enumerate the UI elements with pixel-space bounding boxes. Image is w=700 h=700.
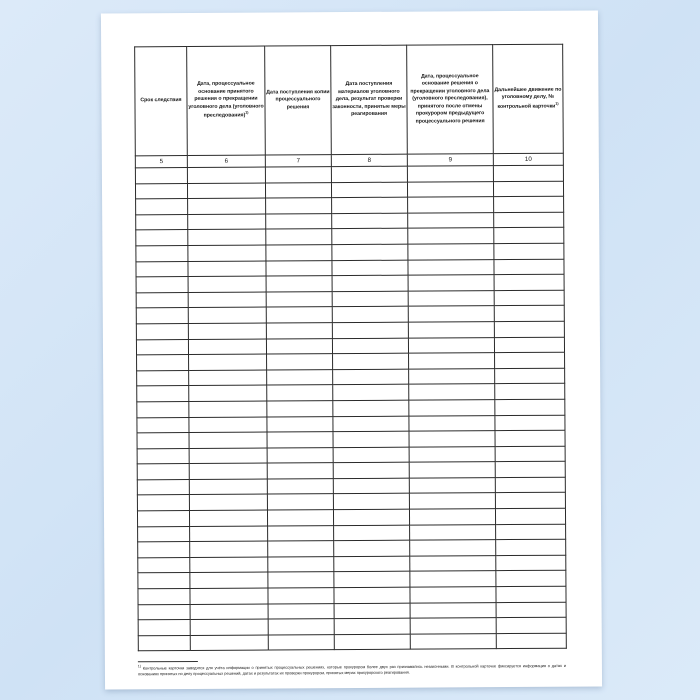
table-cell[interactable]: [266, 245, 332, 261]
table-cell[interactable]: [410, 555, 496, 571]
column-header-5: [135, 47, 188, 156]
table-cell[interactable]: [410, 540, 496, 556]
table-cell[interactable]: [266, 323, 332, 339]
table-cell[interactable]: [408, 322, 494, 338]
column-header-8-label: Дата поступления материалов уголовного дела, результат проверки законности, принятые меры реагирования: [332, 80, 406, 118]
table-cell[interactable]: [333, 400, 409, 416]
table-cell[interactable]: [138, 526, 190, 542]
footnote-marker: 1): [137, 664, 141, 669]
table-cell[interactable]: [189, 370, 267, 386]
table-cell[interactable]: [333, 494, 409, 510]
table-cell[interactable]: [409, 477, 495, 493]
column-header-10: [493, 44, 564, 153]
table-cell[interactable]: [409, 415, 495, 431]
column-header-10-footnote-mark: 1): [555, 101, 559, 106]
table-cell[interactable]: [496, 524, 566, 540]
table-cell[interactable]: [267, 432, 333, 448]
table-cell[interactable]: [495, 399, 565, 415]
table-cell[interactable]: [137, 448, 189, 464]
table-cell[interactable]: [408, 290, 494, 306]
table-cell[interactable]: [408, 337, 494, 353]
table-cell[interactable]: [333, 369, 409, 385]
table-cell[interactable]: [190, 526, 268, 542]
table-cell[interactable]: [266, 307, 332, 323]
table-cell[interactable]: [189, 463, 267, 479]
table-cell[interactable]: [334, 603, 410, 619]
table-cell[interactable]: [136, 245, 188, 261]
table-cell[interactable]: [408, 306, 494, 322]
column-header-10-label: Дальнейшее движение по уголовному делу, № контрольной карточки: [494, 86, 562, 110]
table-cell[interactable]: [267, 494, 333, 510]
table-cell[interactable]: [189, 510, 267, 526]
table-cell[interactable]: [268, 556, 334, 572]
table-cell[interactable]: [334, 587, 410, 603]
table-cell[interactable]: [333, 509, 409, 525]
table-cell[interactable]: [137, 495, 189, 511]
table-cell[interactable]: [493, 181, 563, 197]
table-cell[interactable]: [265, 167, 331, 183]
table-cell[interactable]: [188, 229, 266, 245]
table-cell[interactable]: [190, 541, 268, 557]
table-cell[interactable]: [188, 245, 266, 261]
table-cell[interactable]: [410, 618, 496, 634]
table-cell[interactable]: [410, 587, 496, 603]
table-cell[interactable]: [334, 618, 410, 634]
table-cell[interactable]: [136, 339, 188, 355]
table-cell[interactable]: [496, 539, 566, 555]
table-cell[interactable]: [188, 276, 266, 292]
table-cell[interactable]: [332, 306, 408, 322]
table-cell[interactable]: [266, 213, 332, 229]
table-cell[interactable]: [137, 479, 189, 495]
table-cell[interactable]: [268, 541, 334, 557]
table-cell[interactable]: [267, 354, 333, 370]
table-cell[interactable]: [495, 446, 565, 462]
table-cell[interactable]: [189, 432, 267, 448]
table-cell[interactable]: [332, 260, 408, 276]
table-cell[interactable]: [268, 634, 334, 650]
column-header-9-label: Дата, процессуальное основание решения о прекращении уголовного дела (уголовного преследования), принятого после отмены прокурором предыдущего процессуального решения: [410, 72, 490, 125]
table-cell[interactable]: [495, 352, 565, 368]
table-cell[interactable]: [494, 212, 564, 228]
table-cell[interactable]: [268, 572, 334, 588]
table-cell[interactable]: [138, 573, 190, 589]
table-cell[interactable]: [334, 556, 410, 572]
table-cell[interactable]: [333, 447, 409, 463]
table-cell[interactable]: [267, 385, 333, 401]
column-header-5-label: Срок следствия: [140, 97, 182, 104]
footnote-text: Контрольные карточки заводятся для учёта информации о принятых процессуальных решениях, которые прокурором более двух раз признавались незаконными. В контрольной карточке фиксируется информация о датах и основаниях принятых по делу процессуальных решений, датах и результатах их проверки прокурором, принятых мерах прокурорского реагирования.: [137, 662, 566, 677]
table-cell[interactable]: [268, 619, 334, 635]
table-cell[interactable]: [409, 353, 495, 369]
table-cell[interactable]: [333, 462, 409, 478]
table-cell[interactable]: [410, 571, 496, 587]
table-cell[interactable]: [138, 604, 190, 620]
table-cell[interactable]: [268, 588, 334, 604]
footnote-divider: [138, 661, 198, 662]
table-cell[interactable]: [267, 510, 333, 526]
table-cell[interactable]: [136, 292, 188, 308]
table-cell[interactable]: [334, 572, 410, 588]
table-cell[interactable]: [266, 276, 332, 292]
table-cell[interactable]: [138, 620, 190, 636]
table-cell[interactable]: [332, 213, 408, 229]
table-cell[interactable]: [268, 525, 334, 541]
table-cell[interactable]: [267, 416, 333, 432]
table-cell[interactable]: [189, 385, 267, 401]
table-cell[interactable]: [189, 417, 267, 433]
table-cell[interactable]: [333, 353, 409, 369]
table-cell[interactable]: [188, 323, 266, 339]
table-cell[interactable]: [408, 275, 494, 291]
table-cell[interactable]: [409, 509, 495, 525]
table-cell[interactable]: [495, 368, 565, 384]
table-cell[interactable]: [333, 431, 409, 447]
table-cell[interactable]: [267, 369, 333, 385]
table-cell[interactable]: [268, 603, 334, 619]
records-table: [134, 44, 567, 652]
table-cell[interactable]: [408, 197, 494, 213]
table-cell[interactable]: [266, 291, 332, 307]
header-row: [135, 44, 564, 156]
table-cell[interactable]: [267, 447, 333, 463]
table-cell[interactable]: [333, 384, 409, 400]
column-number-9: 9: [407, 154, 493, 167]
table-cell[interactable]: [190, 572, 268, 588]
table-cell[interactable]: [494, 196, 564, 212]
table-cell[interactable]: [266, 229, 332, 245]
column-number-8: 8: [331, 154, 407, 166]
table-cell[interactable]: [188, 307, 266, 323]
table-cell[interactable]: [136, 199, 188, 215]
table-cell[interactable]: [332, 338, 408, 354]
table-cell[interactable]: [494, 306, 564, 322]
table-cell[interactable]: [190, 557, 268, 573]
table-cell[interactable]: [495, 384, 565, 400]
table-cell[interactable]: [137, 417, 189, 433]
table-cell[interactable]: [136, 323, 188, 339]
table-cell[interactable]: [494, 274, 564, 290]
table-cell[interactable]: [407, 166, 493, 182]
table-cell[interactable]: [136, 214, 188, 230]
table-cell[interactable]: [190, 619, 268, 635]
table-cell[interactable]: [188, 292, 266, 308]
column-number-10: 10: [493, 153, 563, 165]
table-cell[interactable]: [495, 430, 565, 446]
table-cell[interactable]: [410, 602, 496, 618]
table-cell[interactable]: [189, 494, 267, 510]
column-header-8: [331, 45, 408, 154]
table-cell[interactable]: [409, 368, 495, 384]
table-cell[interactable]: [333, 416, 409, 432]
table-cell[interactable]: [496, 571, 566, 587]
table-cell[interactable]: [138, 589, 190, 605]
table-cell[interactable]: [496, 586, 566, 602]
table-cell[interactable]: [409, 446, 495, 462]
table-cell[interactable]: [137, 464, 189, 480]
document-content: [134, 44, 566, 657]
table-cell[interactable]: [188, 198, 266, 214]
table-cell[interactable]: [408, 244, 494, 260]
table-cell[interactable]: [137, 433, 189, 449]
table-cell[interactable]: [494, 228, 564, 244]
table-cell[interactable]: [496, 633, 566, 649]
table-cell[interactable]: [409, 493, 495, 509]
table-cell[interactable]: [496, 555, 566, 571]
table-cell[interactable]: [189, 448, 267, 464]
table-cell[interactable]: [493, 165, 563, 181]
column-header-9: [407, 45, 494, 155]
table-cell[interactable]: [334, 525, 410, 541]
table-cell[interactable]: [189, 354, 267, 370]
table-cell[interactable]: [138, 557, 190, 573]
table-cell[interactable]: [267, 478, 333, 494]
table-cell[interactable]: [190, 604, 268, 620]
table-cell[interactable]: [137, 401, 189, 417]
table-cell[interactable]: [332, 229, 408, 245]
table-cell[interactable]: [495, 493, 565, 509]
table-cell[interactable]: [137, 370, 189, 386]
column-header-7-label: Дата поступления копии процессуального решения: [266, 88, 330, 111]
table-cell[interactable]: [333, 478, 409, 494]
table-cell[interactable]: [332, 322, 408, 338]
table-cell[interactable]: [135, 183, 187, 199]
table-cell[interactable]: [188, 261, 266, 277]
table-cell[interactable]: [332, 275, 408, 291]
table-cell[interactable]: [189, 479, 267, 495]
table-cell[interactable]: [138, 542, 190, 558]
table-cell[interactable]: [188, 214, 266, 230]
table-cell[interactable]: [495, 508, 565, 524]
table-row: [138, 633, 566, 651]
document-page: [101, 10, 602, 689]
table-cell[interactable]: [409, 400, 495, 416]
table-cell[interactable]: [137, 386, 189, 402]
table-header: [135, 44, 564, 168]
table-cell[interactable]: [494, 321, 564, 337]
table-cell[interactable]: [495, 477, 565, 493]
table-cell[interactable]: [494, 243, 564, 259]
table-body: [135, 165, 566, 651]
table-cell[interactable]: [187, 183, 265, 199]
table-cell[interactable]: [267, 401, 333, 417]
column-number-6: 6: [187, 155, 265, 167]
column-number-7: 7: [265, 155, 331, 167]
table-cell[interactable]: [408, 259, 494, 275]
table-cell[interactable]: [408, 228, 494, 244]
table-cell[interactable]: [408, 212, 494, 228]
table-cell[interactable]: [189, 401, 267, 417]
table-cell[interactable]: [136, 277, 188, 293]
table-cell[interactable]: [496, 602, 566, 618]
table-cell[interactable]: [494, 337, 564, 353]
table-cell[interactable]: [494, 259, 564, 275]
table-cell[interactable]: [266, 338, 332, 354]
table-cell[interactable]: [496, 617, 566, 633]
column-header-6-label: Дата, процессуальное основание принятого решения о прекращении уголовного дела (уголовного преследования): [188, 80, 264, 120]
table-cell[interactable]: [332, 291, 408, 307]
table-cell[interactable]: [190, 635, 268, 651]
table-cell[interactable]: [188, 339, 266, 355]
table-cell[interactable]: [267, 463, 333, 479]
table-cell[interactable]: [138, 635, 190, 651]
table-cell[interactable]: [407, 181, 493, 197]
table-cell[interactable]: [410, 633, 496, 649]
column-number-5: 5: [135, 155, 187, 167]
footnote: [138, 659, 566, 678]
table-cell[interactable]: [136, 230, 188, 246]
table-cell[interactable]: [190, 588, 268, 604]
table-cell[interactable]: [334, 540, 410, 556]
table-cell[interactable]: [409, 431, 495, 447]
table-cell[interactable]: [410, 524, 496, 540]
column-header-6: [187, 46, 266, 155]
table-cell[interactable]: [495, 415, 565, 431]
table-cell[interactable]: [265, 182, 331, 198]
table-cell[interactable]: [331, 166, 407, 182]
table-cell[interactable]: [495, 461, 565, 477]
table-cell[interactable]: [494, 290, 564, 306]
table-cell[interactable]: [409, 384, 495, 400]
table-cell[interactable]: [266, 198, 332, 214]
table-cell[interactable]: [136, 261, 188, 277]
table-cell[interactable]: [332, 244, 408, 260]
table-cell[interactable]: [137, 511, 189, 527]
table-cell[interactable]: [334, 634, 410, 650]
table-cell[interactable]: [409, 462, 495, 478]
table-cell[interactable]: [187, 167, 265, 183]
table-cell[interactable]: [332, 197, 408, 213]
table-cell[interactable]: [135, 167, 187, 183]
table-cell[interactable]: [136, 308, 188, 324]
table-cell[interactable]: [266, 260, 332, 276]
table-cell[interactable]: [331, 182, 407, 198]
column-header-7: [265, 46, 332, 155]
table-cell[interactable]: [137, 355, 189, 371]
column-header-6-footnote-mark: 1): [245, 111, 249, 116]
